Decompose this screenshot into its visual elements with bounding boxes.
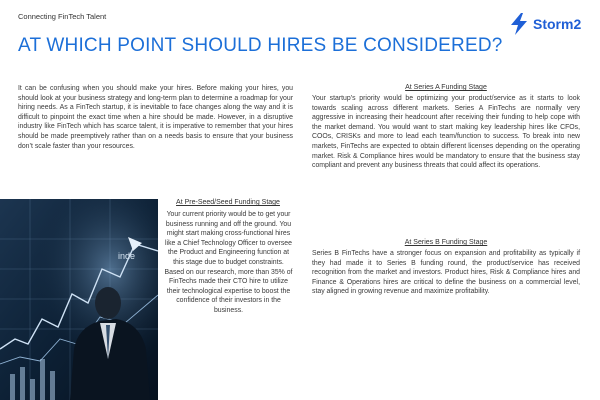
- brand-logo[interactable]: [509, 12, 589, 36]
- intro-paragraph: It can be confusing when you should make your hires. Before making your hires, you should look at your business strategy and long-term plan to determine a roadmap for your hiring needs. As a FinTech startup, it is inevitable to face changes along the way and it is difficult to pinpoint the exact time when a hire should be made. However, in a disruptive industry like FinTech which has scarce talent, it is imperative to remember that your hires should be made preemptively rather than on a needs basis to ensure that your business don’t scale faster than your resources.: [18, 85, 293, 150]
- brand-name: Storm2: [533, 16, 582, 32]
- seed-stage-paragraph: Your current priority would be to get your business running and off the ground. You might start making cross-functional hires like a Chief Technology Officer to oversee the Product and Engineering function at this stage due to budget constraints. Based on our research, more than 35% of FinTechs made their CTO hire to utilize their technological expertise to boost the confidence of their investors in the business.: [164, 211, 293, 314]
- seed-stage-heading: At Pre-Seed/Seed Funding Stage: [176, 199, 280, 206]
- series-b-heading: At Series B Funding Stage: [404, 239, 488, 246]
- page-title: AT WHICH POINT SHOULD HIRES BE CONSIDERED?: [18, 35, 503, 56]
- lightning-bolt-icon: [509, 13, 529, 35]
- series-b-paragraph: Series B FinTechs have a stronger focus on expansion and profitability as typically if they had made it to Series B funding round, the product/service has received recognition from the market and investors. Product hires, Risk & Compliance hires and Finance & Operations hires are critical to define the business on a commercial level, stay aligned in growing revenue and maximize profitability.: [312, 250, 580, 296]
- kicker-text: Connecting FinTech Talent: [18, 12, 107, 21]
- series-a-heading: At Series A Funding Stage: [405, 84, 487, 91]
- businessman-finance-photo: [0, 199, 158, 400]
- photo-overlay-text: inde: [118, 251, 136, 261]
- series-a-paragraph: Your startup’s priority would be optimizing your product/service as it starts to look towards scaling across different markets. Series A FinTechs are normally very aggressive in increasing their headcount after receiving their funding to help cope with the market demand. You would want to start making key leadership hires like CFOs, COOs, CRISKs and more to lead each team/function to success. To break into new markets, FinTechs are expected to obtain different licenses depending on the operating market. Risk & Compliance hires would be mandatory to ensure that the business stay compliant and prevent any business threats that could affect its operations.: [312, 95, 580, 170]
